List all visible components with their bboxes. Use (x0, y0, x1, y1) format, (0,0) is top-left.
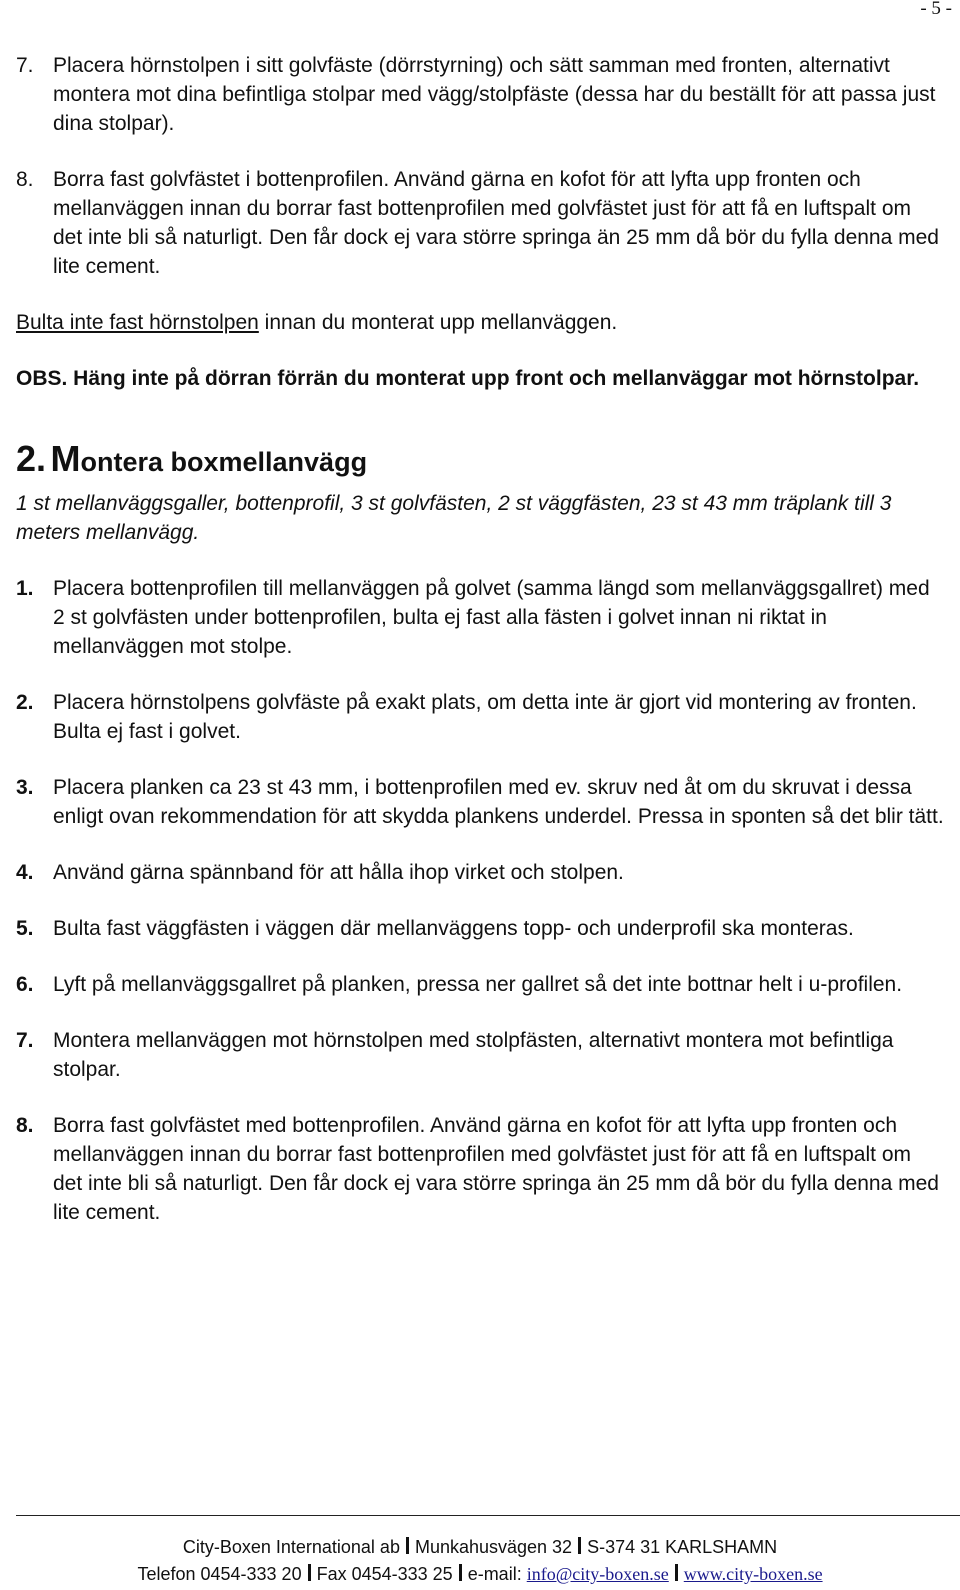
step-item (16, 970, 946, 999)
footer-website-link[interactable]: www.city-boxen.se (683, 1564, 823, 1584)
item-number: 7. (16, 54, 34, 77)
section-first-letter: M (50, 438, 81, 479)
footer-separator (675, 1564, 678, 1581)
item-number: 8. (16, 168, 34, 191)
step-item (16, 1111, 946, 1227)
step-number: 8. (16, 1114, 34, 1137)
step-number: 4. (16, 861, 34, 884)
step-text: Använd gärna spännband för att hålla ihop virket och stolpen. (53, 861, 624, 884)
note-underlined: Bulta inte fast hörnstolpen (16, 311, 259, 334)
item-text: Placera hörnstolpen i sitt golvfäste (dörrstyrning) och sätt samman med fronten, alternativt montera mot dina befintliga stolpar med vägg/stolpfäste (dessa har du beställt för att passa just dina stolpar). (53, 54, 936, 135)
footer-separator (308, 1564, 311, 1581)
step-number: 3. (16, 776, 34, 799)
list-item (16, 165, 946, 281)
step-text: Montera mellanväggen mot hörnstolpen med stolpfästen, alternativt montera mot befintliga stolpar. (53, 1029, 894, 1081)
footer-separator (406, 1537, 409, 1554)
item-text: Borra fast golvfästet i bottenprofilen. Använd gärna en kofot för att lyfta upp fronten och mellanväggen innan du borrar fast bottenprofilen med golvfästet just för att få en luftspalt om det inte bli så naturligt. Den får dock ej vara större springa än 25 mm då bör du fylla denna med lite cement. (53, 168, 939, 278)
note-paragraph (16, 308, 946, 337)
step-text: Placera hörnstolpens golvfäste på exakt plats, om detta inte är gjort vid montering av fronten. Bulta ej fast i golvet. (53, 691, 917, 743)
step-number: 5. (16, 917, 34, 940)
obs-warning: OBS. Häng inte på dörran förrän du monterat upp front och mellanväggar mot hörnstolpar. (16, 367, 920, 390)
footer-city: S-374 31 KARLSHAMN (587, 1537, 778, 1557)
list-item (16, 51, 946, 138)
footer-street: Munkahusvägen 32 (414, 1537, 573, 1557)
footer-company: City-Boxen International ab (182, 1537, 400, 1557)
footer-fax: Fax 0454-333 25 (316, 1564, 453, 1584)
section-intro: 1 st mellanväggsgaller, bottenprofil, 3 st golvfästen, 2 st väggfästen, 23 st 43 mm träplank till 3 meters mellanvägg. (16, 492, 892, 544)
footer-email-link[interactable]: info@city-boxen.se (526, 1564, 669, 1584)
step-text: Placera planken ca 23 st 43 mm, i bottenprofilen med ev. skruv ned åt om du skruvat i dessa enligt ovan rekommendation för att skydda plankens underdel. Pressa in sponten så det blir tätt. (53, 776, 944, 828)
section-title: ontera boxmellanvägg (80, 447, 368, 477)
footer-divider (16, 1515, 960, 1516)
footer-separator (459, 1564, 462, 1581)
footer-phone: Telefon 0454-333 20 (137, 1564, 302, 1584)
footer-contact (0, 1564, 960, 1585)
section-heading (16, 439, 946, 487)
step-item (16, 688, 946, 746)
document-body (16, 45, 946, 1227)
step-number: 7. (16, 1029, 34, 1052)
step-item (16, 858, 946, 887)
step-text: Bulta fast väggfästen i väggen där mellanväggens topp- och underprofil ska monteras. (53, 917, 854, 940)
step-text: Placera bottenprofilen till mellanväggen på golvet (samma längd som mellanväggsgallret) med 2 st golvfästen under bottenprofilen, bulta ej fast alla fästen i golvet innan ni riktat in mellanväggen mot stolpe. (53, 577, 930, 658)
footer-address (0, 1537, 960, 1558)
note-rest: innan du monterat upp mellanväggen. (258, 311, 618, 334)
step-item (16, 914, 946, 943)
step-number: 2. (16, 691, 34, 714)
step-text: Lyft på mellanväggsgallret på planken, pressa ner gallret så det inte bottnar helt i u-profilen. (53, 973, 903, 996)
step-text: Borra fast golvfästet med bottenprofilen. Använd gärna en kofot för att lyfta upp fronten och mellanväggen innan du borrar fast bottenprofilen med golvfästet just för att få en luftspalt om det inte bli så naturligt. Den får dock ej vara större springa än 25 mm då bör du fylla denna med lite cement. (53, 1114, 939, 1224)
section-number: 2. (16, 438, 47, 479)
footer-separator (578, 1537, 581, 1554)
page-number: - 5 - (920, 0, 952, 19)
step-number: 6. (16, 973, 34, 996)
step-number: 1. (16, 577, 34, 600)
step-item (16, 574, 946, 661)
step-item (16, 773, 946, 831)
step-item (16, 1026, 946, 1084)
footer-email-label: e-mail: (467, 1564, 522, 1584)
